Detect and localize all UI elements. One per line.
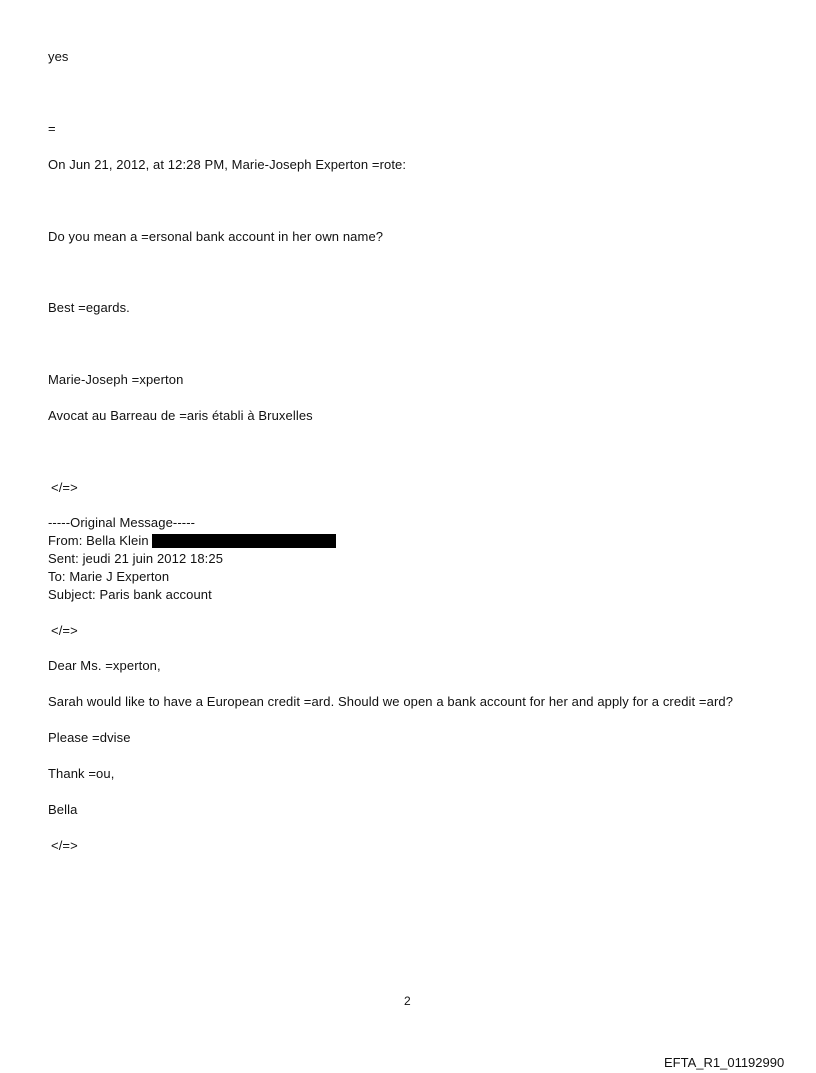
request-text: Please =dvise <box>48 730 131 745</box>
closing-tag-1: </=> <box>51 480 78 495</box>
original-to-line: To: Marie J Experton <box>48 569 170 584</box>
bates-number: EFTA_R1_01192990 <box>664 1055 785 1070</box>
signature-name: Marie-Joseph =xperton <box>48 372 184 387</box>
original-message-divider: -----Original Message----- <box>48 515 196 530</box>
closing-tag-2: </=> <box>51 623 78 638</box>
greeting: Dear Ms. =xperton, <box>48 658 161 673</box>
original-from-text: From: Bella Klein <box>48 533 149 548</box>
sender-name: Bella <box>48 802 78 817</box>
sign-off: Best =egards. <box>48 300 130 315</box>
quote-header: On Jun 21, 2012, at 12:28 PM, Marie-Joseph Experton =rote: <box>48 157 407 172</box>
separator-text: = <box>48 121 56 136</box>
message-body: Sarah would like to have a European credit =ard. Should we open a bank account for her and apply for a credit =ard? <box>48 694 734 709</box>
thanks-text: Thank =ou, <box>48 766 115 781</box>
reply-text: yes <box>48 49 69 64</box>
page-number: 2 <box>404 994 411 1008</box>
redaction-block <box>152 534 336 548</box>
quoted-question: Do you mean a =ersonal bank account in her own name? <box>48 229 384 244</box>
original-from-line <box>48 532 336 550</box>
signature-title: Avocat au Barreau de =aris établi à Bruxelles <box>48 408 313 423</box>
original-subject-line: Subject: Paris bank account <box>48 587 212 602</box>
closing-tag-3: </=> <box>51 838 78 853</box>
original-sent-line: Sent: jeudi 21 juin 2012 18:25 <box>48 551 224 566</box>
